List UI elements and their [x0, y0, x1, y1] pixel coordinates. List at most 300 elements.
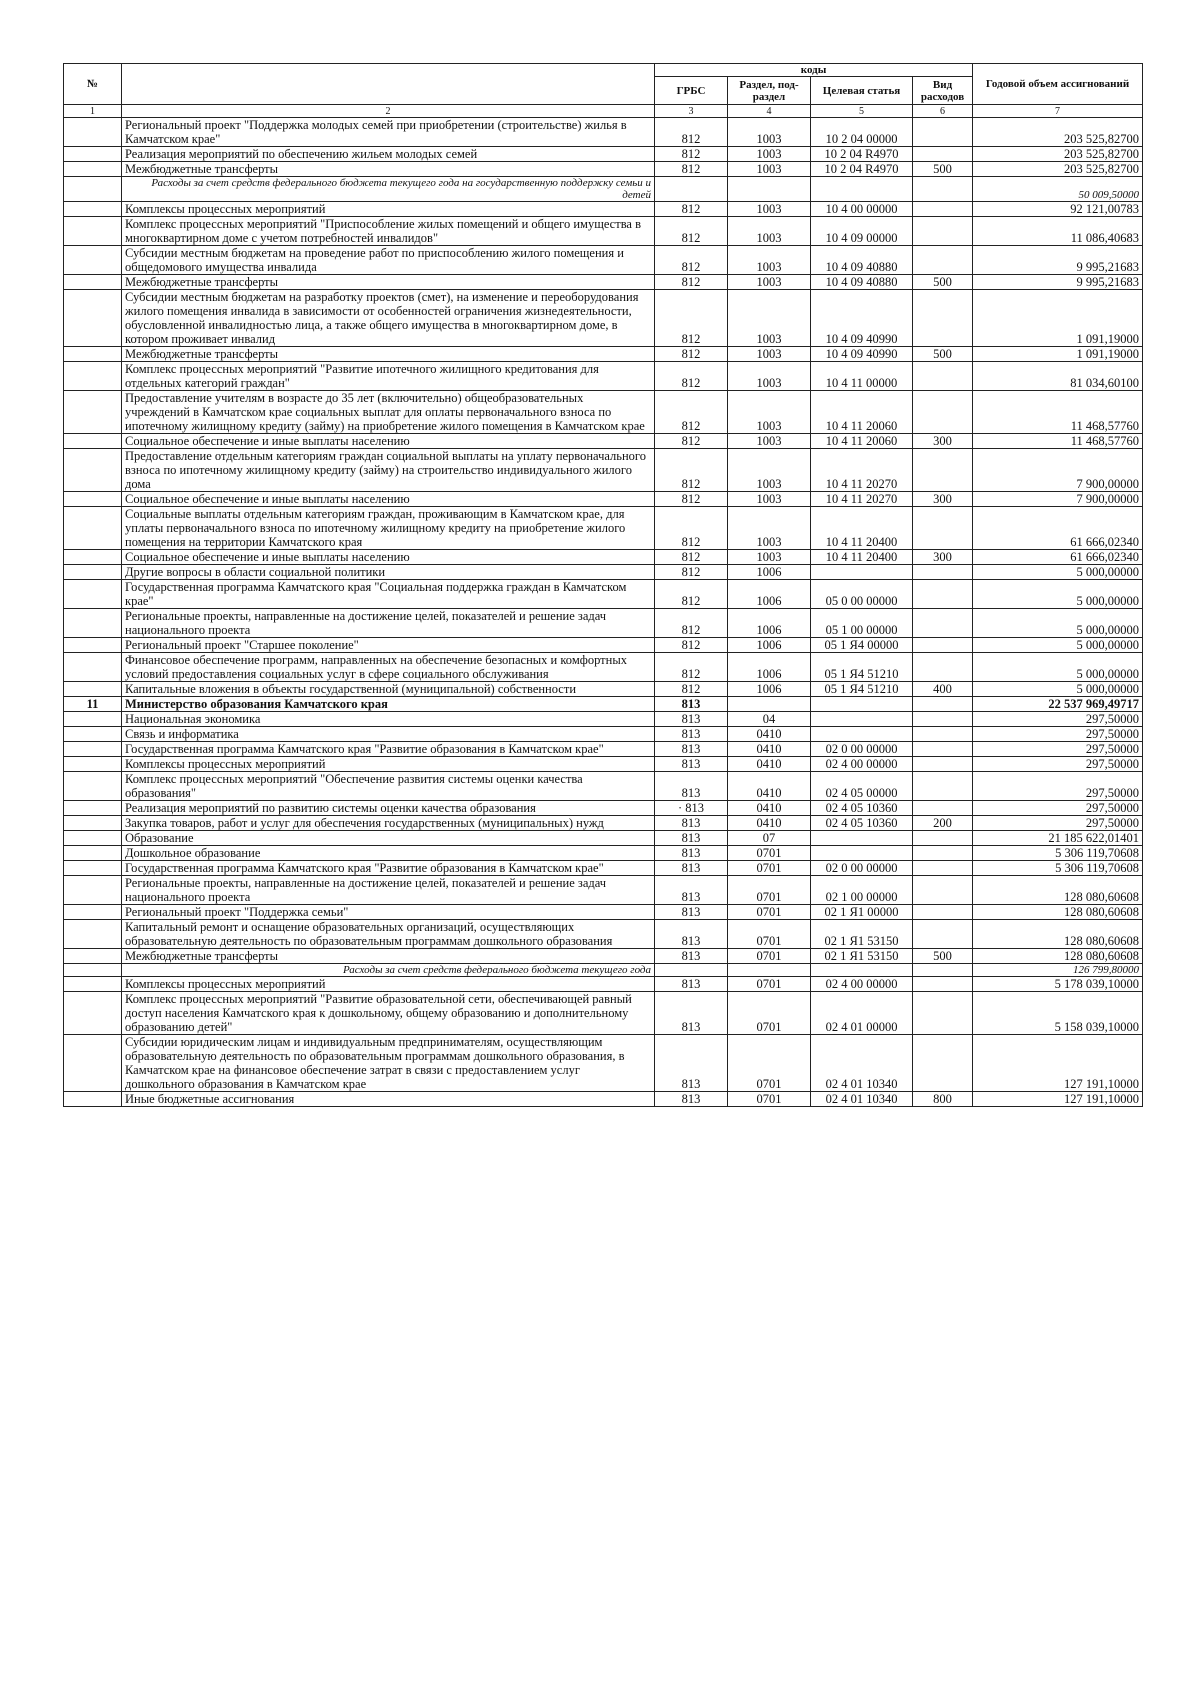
row-number — [64, 550, 122, 565]
row-name: Региональный проект "Поддержка семьи" — [122, 905, 655, 920]
row-number — [64, 202, 122, 217]
row-target — [811, 565, 913, 580]
row-number — [64, 162, 122, 177]
row-exptype — [913, 801, 973, 816]
row-amount: 128 080,60608 — [973, 876, 1143, 905]
row-name: Межбюджетные трансферты — [122, 347, 655, 362]
row-amount: 128 080,60608 — [973, 905, 1143, 920]
row-exptype: 300 — [913, 434, 973, 449]
row-amount: 50 009,50000 — [973, 177, 1143, 202]
row-section: 07 — [728, 831, 811, 846]
row-target — [811, 697, 913, 712]
row-grbs: 813 — [655, 949, 728, 964]
table-row — [64, 920, 1143, 949]
row-number — [64, 977, 122, 992]
table-row — [64, 609, 1143, 638]
row-exptype — [913, 727, 973, 742]
row-target — [811, 846, 913, 861]
row-name: Иные бюджетные ассигнования — [122, 1092, 655, 1107]
row-name: Министерство образования Камчатского края — [122, 697, 655, 712]
table-row — [64, 992, 1143, 1035]
row-number — [64, 362, 122, 391]
row-grbs: 812 — [655, 162, 728, 177]
row-amount: 128 080,60608 — [973, 920, 1143, 949]
row-number — [64, 177, 122, 202]
row-section: 0410 — [728, 801, 811, 816]
row-section: 1003 — [728, 202, 811, 217]
header-exptype: Вид расходов — [913, 77, 973, 105]
row-grbs: 813 — [655, 816, 728, 831]
row-exptype — [913, 742, 973, 757]
row-exptype — [913, 118, 973, 147]
row-amount: 203 525,82700 — [973, 147, 1143, 162]
row-amount: 61 666,02340 — [973, 550, 1143, 565]
row-exptype — [913, 290, 973, 347]
row-exptype: 500 — [913, 162, 973, 177]
row-section: 1003 — [728, 290, 811, 347]
row-amount: 128 080,60608 — [973, 949, 1143, 964]
row-exptype: 500 — [913, 347, 973, 362]
row-number — [64, 347, 122, 362]
row-section — [728, 964, 811, 977]
row-section: 0701 — [728, 1092, 811, 1107]
row-target: 10 4 09 40990 — [811, 347, 913, 362]
table-row — [64, 391, 1143, 434]
row-exptype — [913, 565, 973, 580]
header-target: Целевая статья — [811, 77, 913, 105]
table-row — [64, 362, 1143, 391]
row-grbs: 812 — [655, 550, 728, 565]
col-num-6: 6 — [913, 105, 973, 118]
table-row — [64, 550, 1143, 565]
table-row — [64, 861, 1143, 876]
row-target: 10 4 11 20400 — [811, 507, 913, 550]
row-number — [64, 290, 122, 347]
row-number — [64, 742, 122, 757]
row-amount: 21 185 622,01401 — [973, 831, 1143, 846]
table-row — [64, 682, 1143, 697]
row-target: 02 1 00 00000 — [811, 876, 913, 905]
row-number — [64, 246, 122, 275]
row-section — [728, 177, 811, 202]
row-target: 02 4 00 00000 — [811, 977, 913, 992]
row-grbs: 812 — [655, 217, 728, 246]
row-target: 02 4 05 00000 — [811, 772, 913, 801]
table-row — [64, 147, 1143, 162]
row-name: Социальное обеспечение и иные выплаты населению — [122, 550, 655, 565]
row-grbs: 812 — [655, 362, 728, 391]
table-row — [64, 831, 1143, 846]
row-amount: 297,50000 — [973, 712, 1143, 727]
row-target: 10 4 09 40990 — [811, 290, 913, 347]
row-number — [64, 757, 122, 772]
row-name: Финансовое обеспечение программ, направленных на обеспечение безопасных и комфортных условий предоставления социальных услуг в сфере социального обслуживания — [122, 653, 655, 682]
row-section: 1003 — [728, 275, 811, 290]
row-number — [64, 565, 122, 580]
row-number — [64, 816, 122, 831]
row-number — [64, 580, 122, 609]
row-target — [811, 727, 913, 742]
row-number — [64, 801, 122, 816]
row-name: Дошкольное образование — [122, 846, 655, 861]
row-grbs: 812 — [655, 565, 728, 580]
row-section: 0701 — [728, 846, 811, 861]
row-target: 10 4 11 20270 — [811, 449, 913, 492]
col-num-5: 5 — [811, 105, 913, 118]
row-target: 02 4 00 00000 — [811, 757, 913, 772]
row-number — [64, 391, 122, 434]
table-row — [64, 507, 1143, 550]
row-exptype — [913, 580, 973, 609]
table-row — [64, 275, 1143, 290]
table-row — [64, 697, 1143, 712]
row-number — [64, 118, 122, 147]
table-row — [64, 757, 1143, 772]
row-target: 02 0 00 00000 — [811, 742, 913, 757]
row-section: 0701 — [728, 905, 811, 920]
table-row — [64, 217, 1143, 246]
row-exptype — [913, 920, 973, 949]
row-name: Межбюджетные трансферты — [122, 275, 655, 290]
row-name: Закупка товаров, работ и услуг для обеспечения государственных (муниципальных) нужд — [122, 816, 655, 831]
row-number — [64, 876, 122, 905]
row-section: 04 — [728, 712, 811, 727]
row-name: Социальные выплаты отдельным категориям граждан, проживающим в Камчатском крае, для уплаты первоначального взноса по ипотечному жилищному кредиту на приобретение жилого помещения на территории Камчатского края — [122, 507, 655, 550]
row-name: Субсидии местным бюджетам на проведение работ по приспособлению жилого помещения и общедомового имущества инвалида — [122, 246, 655, 275]
row-exptype: 500 — [913, 275, 973, 290]
row-grbs: 813 — [655, 905, 728, 920]
row-name: Государственная программа Камчатского края "Социальная поддержка граждан в Камчатском крае" — [122, 580, 655, 609]
row-grbs: 812 — [655, 275, 728, 290]
row-grbs: 813 — [655, 1092, 728, 1107]
table-row — [64, 712, 1143, 727]
row-number — [64, 772, 122, 801]
row-number: 11 — [64, 697, 122, 712]
row-name: Комплекс процессных мероприятий "Развитие ипотечного жилищного кредитования для отдельных категорий граждан" — [122, 362, 655, 391]
row-grbs: 813 — [655, 772, 728, 801]
row-exptype — [913, 391, 973, 434]
row-name: Региональный проект "Старшее поколение" — [122, 638, 655, 653]
row-target: 02 1 Я1 00000 — [811, 905, 913, 920]
row-number — [64, 492, 122, 507]
row-amount: 5 000,00000 — [973, 653, 1143, 682]
row-amount: 5 306 119,70608 — [973, 861, 1143, 876]
row-amount: 61 666,02340 — [973, 507, 1143, 550]
row-exptype — [913, 831, 973, 846]
row-section: 1003 — [728, 147, 811, 162]
row-name: Реализация мероприятий по развитию системы оценки качества образования — [122, 801, 655, 816]
row-name: Реализация мероприятий по обеспечению жильем молодых семей — [122, 147, 655, 162]
row-name: Комплексы процессных мероприятий — [122, 202, 655, 217]
row-target: 02 4 01 00000 — [811, 992, 913, 1035]
row-amount: 126 799,80000 — [973, 964, 1143, 977]
row-number — [64, 682, 122, 697]
row-grbs: 812 — [655, 653, 728, 682]
row-exptype — [913, 977, 973, 992]
row-number — [64, 846, 122, 861]
table-row — [64, 801, 1143, 816]
row-grbs: 812 — [655, 290, 728, 347]
row-section: 1003 — [728, 118, 811, 147]
row-amount: 5 000,00000 — [973, 682, 1143, 697]
row-name: Региональный проект "Поддержка молодых семей при приобретении (строительстве) жилья в Камчатском крае" — [122, 118, 655, 147]
row-exptype — [913, 217, 973, 246]
row-target — [811, 964, 913, 977]
table-row — [64, 580, 1143, 609]
row-section: 0701 — [728, 949, 811, 964]
row-exptype — [913, 846, 973, 861]
row-name: Предоставление отдельным категориям граждан социальной выплаты на уплату первоначального взноса по ипотечному жилищному кредиту (займу) на строительство индивидуального жилого дома — [122, 449, 655, 492]
row-grbs: 813 — [655, 846, 728, 861]
row-grbs: 812 — [655, 147, 728, 162]
row-grbs: 812 — [655, 347, 728, 362]
row-grbs: 812 — [655, 434, 728, 449]
col-num-2: 2 — [122, 105, 655, 118]
row-exptype — [913, 202, 973, 217]
row-number — [64, 217, 122, 246]
row-target — [811, 831, 913, 846]
row-exptype — [913, 905, 973, 920]
row-exptype — [913, 609, 973, 638]
row-name: Предоставление учителям в возрасте до 35 лет (включительно) общеобразовательных учреждений в Камчатском крае социальных выплат для оплаты первоначального взноса по ипотечному жилищному кредиту (займу) на приобретение жилого помещения в Камчатском крае — [122, 391, 655, 434]
row-grbs: 812 — [655, 246, 728, 275]
row-name: Расходы за счет средств федерального бюджета текущего года — [122, 964, 655, 977]
row-target: 10 4 09 00000 — [811, 217, 913, 246]
row-target: 05 0 00 00000 — [811, 580, 913, 609]
row-section: 1003 — [728, 347, 811, 362]
row-number — [64, 434, 122, 449]
row-exptype — [913, 772, 973, 801]
row-exptype — [913, 653, 973, 682]
row-target: 02 1 Я1 53150 — [811, 920, 913, 949]
row-amount: 11 468,57760 — [973, 391, 1143, 434]
row-section: 1006 — [728, 638, 811, 653]
header-section: Раздел, под-раздел — [728, 77, 811, 105]
row-grbs: 812 — [655, 449, 728, 492]
row-grbs: 813 — [655, 920, 728, 949]
row-name: Межбюджетные трансферты — [122, 949, 655, 964]
row-target: 10 4 00 00000 — [811, 202, 913, 217]
row-exptype — [913, 861, 973, 876]
row-amount: 127 191,10000 — [973, 1092, 1143, 1107]
row-amount: 9 995,21683 — [973, 246, 1143, 275]
row-number — [64, 653, 122, 682]
row-name: Комплекс процессных мероприятий "Обеспечение развития системы оценки качества образования" — [122, 772, 655, 801]
row-number — [64, 920, 122, 949]
header-grbs: ГРБС — [655, 77, 728, 105]
row-name: Субсидии юридическим лицам и индивидуальным предпринимателям, осуществляющим образовательную деятельность по образовательным программам дошкольного образования, в Камчатском крае на финансовое обеспечение затрат в связи с предоставлением услуг дошкольного образования в Камчатском крае — [122, 1035, 655, 1092]
row-target: 05 1 Я4 51210 — [811, 653, 913, 682]
row-amount: 297,50000 — [973, 772, 1143, 801]
row-target: 10 2 04 R4970 — [811, 147, 913, 162]
row-grbs: 812 — [655, 609, 728, 638]
row-exptype: 200 — [913, 816, 973, 831]
row-exptype: 300 — [913, 492, 973, 507]
row-target: 05 1 Я4 51210 — [811, 682, 913, 697]
row-grbs: · 813 — [655, 801, 728, 816]
row-number — [64, 638, 122, 653]
row-number — [64, 275, 122, 290]
row-name: Региональные проекты, направленные на достижение целей, показателей и решение задач национального проекта — [122, 876, 655, 905]
table-row — [64, 816, 1143, 831]
row-target: 02 0 00 00000 — [811, 861, 913, 876]
row-amount: 5 000,00000 — [973, 609, 1143, 638]
row-grbs: 813 — [655, 712, 728, 727]
row-target: 10 4 09 40880 — [811, 275, 913, 290]
row-number — [64, 147, 122, 162]
table-row — [64, 202, 1143, 217]
row-amount: 203 525,82700 — [973, 162, 1143, 177]
table-row — [64, 772, 1143, 801]
row-name: Расходы за счет средств федерального бюджета текущего года на государственную поддержку семьи и детей — [122, 177, 655, 202]
budget-table-sheet — [63, 63, 1142, 1107]
row-exptype: 300 — [913, 550, 973, 565]
row-name: Образование — [122, 831, 655, 846]
col-num-1: 1 — [64, 105, 122, 118]
row-target: 10 4 11 00000 — [811, 362, 913, 391]
row-grbs — [655, 964, 728, 977]
row-amount: 7 900,00000 — [973, 449, 1143, 492]
row-section: 0410 — [728, 757, 811, 772]
row-amount: 203 525,82700 — [973, 118, 1143, 147]
table-row — [64, 492, 1143, 507]
row-number — [64, 861, 122, 876]
table-row — [64, 964, 1143, 977]
row-name: Социальное обеспечение и иные выплаты населению — [122, 492, 655, 507]
header-no: № — [64, 64, 122, 105]
row-number — [64, 992, 122, 1035]
row-number — [64, 905, 122, 920]
row-amount: 5 158 039,10000 — [973, 992, 1143, 1035]
row-name: Комплексы процессных мероприятий — [122, 977, 655, 992]
row-section: 1006 — [728, 565, 811, 580]
row-section: 1003 — [728, 162, 811, 177]
row-number — [64, 712, 122, 727]
row-exptype: 400 — [913, 682, 973, 697]
row-grbs: 813 — [655, 992, 728, 1035]
row-target: 10 4 11 20270 — [811, 492, 913, 507]
row-section: 1003 — [728, 391, 811, 434]
row-target: 10 4 11 20400 — [811, 550, 913, 565]
row-amount: 5 000,00000 — [973, 580, 1143, 609]
table-row — [64, 727, 1143, 742]
row-amount: 297,50000 — [973, 742, 1143, 757]
row-grbs: 812 — [655, 580, 728, 609]
row-amount: 297,50000 — [973, 801, 1143, 816]
row-name: Комплексы процессных мероприятий — [122, 757, 655, 772]
row-target: 05 1 00 00000 — [811, 609, 913, 638]
table-row — [64, 742, 1143, 757]
row-number — [64, 449, 122, 492]
row-amount: 127 191,10000 — [973, 1035, 1143, 1092]
row-section: 1003 — [728, 434, 811, 449]
row-number — [64, 964, 122, 977]
row-amount: 11 086,40683 — [973, 217, 1143, 246]
table-row — [64, 905, 1143, 920]
row-section: 1003 — [728, 246, 811, 275]
row-name: Региональные проекты, направленные на достижение целей, показателей и решение задач национального проекта — [122, 609, 655, 638]
row-exptype — [913, 362, 973, 391]
table-row — [64, 434, 1143, 449]
row-grbs: 812 — [655, 118, 728, 147]
row-grbs: 813 — [655, 727, 728, 742]
row-amount: 5 000,00000 — [973, 638, 1143, 653]
row-name: Связь и информатика — [122, 727, 655, 742]
row-name: Социальное обеспечение и иные выплаты населению — [122, 434, 655, 449]
row-target: 02 1 Я1 53150 — [811, 949, 913, 964]
row-amount: 297,50000 — [973, 757, 1143, 772]
table-row — [64, 449, 1143, 492]
row-name: Комплекс процессных мероприятий "Приспособление жилых помещений и общего имущества в многоквартирном доме с учетом потребностей инвалидов" — [122, 217, 655, 246]
row-section: 1003 — [728, 362, 811, 391]
row-amount: 7 900,00000 — [973, 492, 1143, 507]
budget-table — [63, 63, 1143, 1107]
row-grbs: 813 — [655, 757, 728, 772]
row-section: 0701 — [728, 876, 811, 905]
row-amount: 1 091,19000 — [973, 347, 1143, 362]
row-target: 10 4 11 20060 — [811, 434, 913, 449]
row-grbs: 813 — [655, 1035, 728, 1092]
row-amount: 11 468,57760 — [973, 434, 1143, 449]
row-grbs: 813 — [655, 831, 728, 846]
row-target: 05 1 Я4 00000 — [811, 638, 913, 653]
row-amount: 5 306 119,70608 — [973, 846, 1143, 861]
row-section: 0410 — [728, 816, 811, 831]
row-number — [64, 727, 122, 742]
row-exptype — [913, 876, 973, 905]
table-row — [64, 846, 1143, 861]
row-amount: 5 000,00000 — [973, 565, 1143, 580]
row-target: 02 4 05 10360 — [811, 816, 913, 831]
row-section: 1006 — [728, 609, 811, 638]
row-name: Национальная экономика — [122, 712, 655, 727]
row-exptype: 500 — [913, 949, 973, 964]
row-section: 1006 — [728, 682, 811, 697]
row-section: 1003 — [728, 217, 811, 246]
row-target: 10 4 09 40880 — [811, 246, 913, 275]
row-name: Капитальный ремонт и оснащение образовательных организаций, осуществляющих образовательную деятельность по образовательным программам дошкольного образования — [122, 920, 655, 949]
row-exptype — [913, 992, 973, 1035]
table-row — [64, 1035, 1143, 1092]
row-grbs: 812 — [655, 202, 728, 217]
row-section: 1003 — [728, 550, 811, 565]
row-grbs: 813 — [655, 697, 728, 712]
col-num-4: 4 — [728, 105, 811, 118]
table-row — [64, 347, 1143, 362]
table-row — [64, 977, 1143, 992]
row-grbs: 813 — [655, 861, 728, 876]
row-grbs: 813 — [655, 876, 728, 905]
row-number — [64, 1035, 122, 1092]
row-amount: 9 995,21683 — [973, 275, 1143, 290]
table-row — [64, 653, 1143, 682]
header-name — [122, 64, 655, 105]
row-target — [811, 177, 913, 202]
row-section — [728, 697, 811, 712]
row-target: 10 2 04 R4970 — [811, 162, 913, 177]
row-target: 02 4 01 10340 — [811, 1035, 913, 1092]
row-section: 1006 — [728, 653, 811, 682]
row-name: Субсидии местным бюджетам на разработку проектов (смет), на изменение и переоборудования жилого помещения инвалида в зависимости от особенностей ограничения жизнедеятельности, обусловленной инвалидностью лица, а также общего имущества в многоквартирном доме, в котором проживает инвалид — [122, 290, 655, 347]
row-exptype — [913, 507, 973, 550]
row-target: 10 4 11 20060 — [811, 391, 913, 434]
row-amount: 22 537 969,49717 — [973, 697, 1143, 712]
row-name: Капитальные вложения в объекты государственной (муниципальной) собственности — [122, 682, 655, 697]
row-grbs: 812 — [655, 638, 728, 653]
table-row — [64, 949, 1143, 964]
table-row — [64, 118, 1143, 147]
row-exptype — [913, 449, 973, 492]
